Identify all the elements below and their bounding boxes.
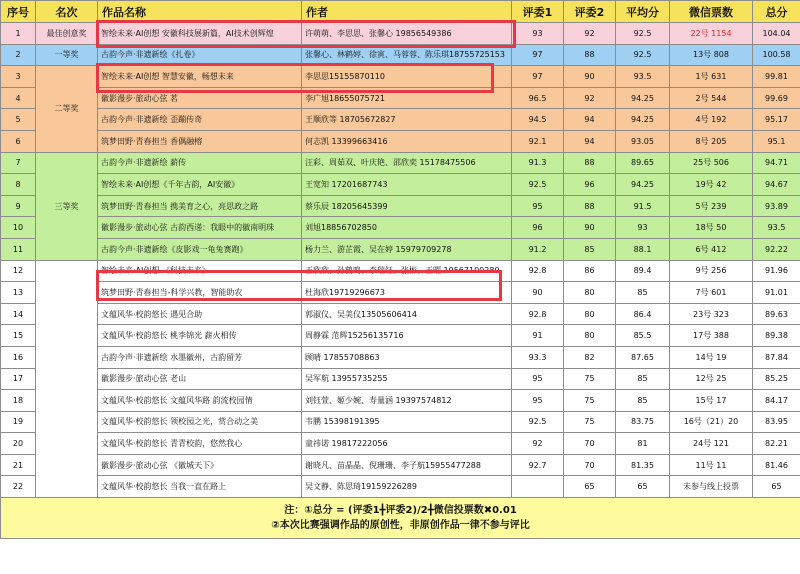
cell-no: 1 xyxy=(1,23,36,45)
cell-judge2: 75 xyxy=(564,411,616,433)
cell-judge2: 90 xyxy=(564,217,616,239)
cell-judge2: 88 xyxy=(564,152,616,174)
cell-author: 王宽知 17201687743 xyxy=(302,174,512,196)
cell-no: 6 xyxy=(1,130,36,152)
cell-no: 14 xyxy=(1,303,36,325)
cell-judge2: 80 xyxy=(564,282,616,304)
cell-title: 文蕴风华·校韵悠长 桃李锦光 薪火相传 xyxy=(98,325,302,347)
cell-votes: 18号 50 xyxy=(670,217,753,239)
cell-judge2: 80 xyxy=(564,325,616,347)
cell-total: 83.95 xyxy=(753,411,800,433)
table-row xyxy=(1,433,800,455)
cell-total: 89.63 xyxy=(753,303,800,325)
cell-judge1: 91.3 xyxy=(512,152,564,174)
cell-judge2: 88 xyxy=(564,44,616,66)
cell-judge2: 86 xyxy=(564,260,616,282)
cell-votes: 6号 412 xyxy=(670,238,753,260)
cell-average: 85.5 xyxy=(616,325,670,347)
cell-total: 92.22 xyxy=(753,238,800,260)
cell-author: 吴文静、陈思琦19159226289 xyxy=(302,476,512,498)
cell-author: 张馨心、林鹤婷、徐寅、马蓉蓉、陈乐琪18755725153 xyxy=(302,44,512,66)
cell-average: 92.5 xyxy=(616,44,670,66)
cell-title: 智绘未来·AI创想《千年古韵，AI安徽》 xyxy=(98,174,302,196)
cell-total: 95.1 xyxy=(753,130,800,152)
cell-average: 86.4 xyxy=(616,303,670,325)
cell-average: 93.5 xyxy=(616,66,670,88)
cell-title: 徽影漫步·旅动心弦 《徽城天下》 xyxy=(98,454,302,476)
cell-votes: 8号 205 xyxy=(670,130,753,152)
cell-judge2: 82 xyxy=(564,346,616,368)
cell-total: 99.81 xyxy=(753,66,800,88)
header-no: 序号 xyxy=(1,1,36,23)
table-row xyxy=(1,217,800,239)
cell-no: 15 xyxy=(1,325,36,347)
cell-votes: 11号 11 xyxy=(670,454,753,476)
cell-no: 5 xyxy=(1,109,36,131)
cell-title: 徽影漫步·旅动心弦 老山 xyxy=(98,368,302,390)
table-row xyxy=(1,390,800,412)
cell-judge2: 65 xyxy=(564,476,616,498)
cell-judge2: 96 xyxy=(564,174,616,196)
cell-total: 87.84 xyxy=(753,346,800,368)
cell-votes: 2号 544 xyxy=(670,87,753,109)
cell-votes: 14号 19 xyxy=(670,346,753,368)
table-row xyxy=(1,368,800,390)
cell-no: 8 xyxy=(1,174,36,196)
cell-title: 古韵今声·非遗新绘《皮影戏一龟兔赛跑》 xyxy=(98,238,302,260)
cell-author: 王顺欣等 18705672827 xyxy=(302,109,512,131)
cell-judge1: 92.5 xyxy=(512,174,564,196)
cell-votes: 22号 1154 xyxy=(670,23,753,45)
cell-judge1: 95 xyxy=(512,195,564,217)
cell-votes: 23号 323 xyxy=(670,303,753,325)
cell-total: 99.69 xyxy=(753,87,800,109)
header-rank: 名次 xyxy=(36,1,98,23)
cell-judge2: 90 xyxy=(564,66,616,88)
cell-total: 89.38 xyxy=(753,325,800,347)
cell-rank: 最佳创意奖 xyxy=(36,23,98,45)
table-row xyxy=(1,109,800,131)
cell-title: 文蕴风华·校韵悠长 文蕴风华路 韵流校园情 xyxy=(98,390,302,412)
table-row xyxy=(1,260,800,282)
header-judge1: 评委1 xyxy=(512,1,564,23)
cell-judge1: 92.1 xyxy=(512,130,564,152)
cell-title: 智绘未来·AI创想 《科技未来》 xyxy=(98,260,302,282)
note-originality: ②本次比赛强调作品的原创性，非原创作品一律不参与评比 xyxy=(271,520,530,532)
cell-author: 李思思15155870110 xyxy=(302,66,512,88)
cell-judge1: 92.8 xyxy=(512,260,564,282)
cell-author: 韦鹏 15398191395 xyxy=(302,411,512,433)
table-row xyxy=(1,346,800,368)
cell-votes: 4号 192 xyxy=(670,109,753,131)
cell-judge1: 95 xyxy=(512,368,564,390)
cell-author: 郭淑仪、吴美仪13505606414 xyxy=(302,303,512,325)
cell-title: 筑梦田野·青春担当 香偶融榕 xyxy=(98,130,302,152)
cell-judge1: 90 xyxy=(512,282,564,304)
cell-average: 89.65 xyxy=(616,152,670,174)
header-votes: 微信票数 xyxy=(670,1,753,23)
cell-judge1: 93.3 xyxy=(512,346,564,368)
cell-judge2: 70 xyxy=(564,433,616,455)
cell-author: 谢晓凡、苗晶晶、倪珊珊、李子航15955477288 xyxy=(302,454,512,476)
table-row xyxy=(1,130,800,152)
cell-no: 3 xyxy=(1,66,36,88)
cell-author: 蔡乐辰 18205645399 xyxy=(302,195,512,217)
cell-average: 93.05 xyxy=(616,130,670,152)
cell-judge2: 75 xyxy=(564,390,616,412)
cell-judge1: 92.8 xyxy=(512,303,564,325)
cell-judge2: 70 xyxy=(564,454,616,476)
cell-votes: 24号 121 xyxy=(670,433,753,455)
cell-no: 10 xyxy=(1,217,36,239)
header-author: 作者 xyxy=(302,1,512,23)
cell-total: 85.25 xyxy=(753,368,800,390)
cell-no: 11 xyxy=(1,238,36,260)
cell-title: 筑梦田野·青春担当 携美育之心，亮思政之路 xyxy=(98,195,302,217)
notes-row xyxy=(1,498,800,539)
cell-average: 89.4 xyxy=(616,260,670,282)
table-row xyxy=(1,44,800,66)
cell-author: 童祎诺 19817222056 xyxy=(302,433,512,455)
cell-judge2: 92 xyxy=(564,87,616,109)
cell-judge1: 96.5 xyxy=(512,87,564,109)
table-row xyxy=(1,411,800,433)
cell-votes: 1号 631 xyxy=(670,66,753,88)
table-row xyxy=(1,303,800,325)
cell-judge1: 92.5 xyxy=(512,411,564,433)
cell-no: 21 xyxy=(1,454,36,476)
cell-total: 93.89 xyxy=(753,195,800,217)
table-row xyxy=(1,174,800,196)
cell-average: 94.25 xyxy=(616,174,670,196)
cell-votes: 未参与线上投票 xyxy=(670,476,753,498)
cell-total: 100.58 xyxy=(753,44,800,66)
table-row xyxy=(1,23,800,45)
cell-judge2: 85 xyxy=(564,238,616,260)
cell-judge1: 91.2 xyxy=(512,238,564,260)
cell-title: 文蕴风华·校韵悠长 青青校韵，悠然我心 xyxy=(98,433,302,455)
cell-total: 104.04 xyxy=(753,23,800,45)
cell-author: 许萌萌、李思思、张馨心 19856549386 xyxy=(302,23,512,45)
cell-author: 汪彩、周茹双、叶庆艳、邵欣奕 15178475506 xyxy=(302,152,512,174)
cell-no: 12 xyxy=(1,260,36,282)
cell-author: 杜海欣19719296673 xyxy=(302,282,512,304)
cell-title: 古韵今声·非遗新绘《扎卷》 xyxy=(98,44,302,66)
cell-average: 91.5 xyxy=(616,195,670,217)
header-total: 总分 xyxy=(753,1,800,23)
cell-votes: 25号 506 xyxy=(670,152,753,174)
cell-votes: 17号 388 xyxy=(670,325,753,347)
cell-author: 李广旭18655075721 xyxy=(302,87,512,109)
cell-total: 81.46 xyxy=(753,454,800,476)
cell-judge1: 92.7 xyxy=(512,454,564,476)
header-judge2: 评委2 xyxy=(564,1,616,23)
cell-no: 17 xyxy=(1,368,36,390)
cell-title: 文蕴风华·校韵悠长 领校园之光，赏合动之美 xyxy=(98,411,302,433)
cell-judge1: 96 xyxy=(512,217,564,239)
cell-judge1: 97 xyxy=(512,66,564,88)
cell-judge2: 88 xyxy=(564,195,616,217)
cell-title: 文蕴风华·校韵悠长 当我一直在路上 xyxy=(98,476,302,498)
table-row xyxy=(1,87,800,109)
table-row xyxy=(1,66,800,88)
cell-no: 19 xyxy=(1,411,36,433)
table-row xyxy=(1,454,800,476)
table-row xyxy=(1,195,800,217)
cell-title: 徽影漫步·旅动心弦 茗 xyxy=(98,87,302,109)
cell-title: 古韵今声·非遗新绘 歪蹦传奇 xyxy=(98,109,302,131)
cell-average: 81 xyxy=(616,433,670,455)
cell-judge1: 97 xyxy=(512,44,564,66)
table-row xyxy=(1,476,800,498)
cell-judge2: 80 xyxy=(564,303,616,325)
cell-author: 周静霖 范辉15256135716 xyxy=(302,325,512,347)
cell-rank: 三等奖 xyxy=(36,152,98,260)
notes-cell xyxy=(1,498,800,539)
cell-no: 18 xyxy=(1,390,36,412)
cell-no: 7 xyxy=(1,152,36,174)
cell-votes: 13号 808 xyxy=(670,44,753,66)
cell-average: 92.5 xyxy=(616,23,670,45)
cell-title: 古韵今声·非遗新绘 水墨徽州，古韵留芳 xyxy=(98,346,302,368)
cell-total: 94.67 xyxy=(753,174,800,196)
table-row xyxy=(1,325,800,347)
cell-votes: 9号 256 xyxy=(670,260,753,282)
cell-title: 文蕴风华·校韵悠长 遇见合助 xyxy=(98,303,302,325)
cell-author: 何志凯 13399663416 xyxy=(302,130,512,152)
cell-title: 徽影漫步·旅动心弦 古韵西递：我眼中的徽南明珠 xyxy=(98,217,302,239)
cell-judge2: 75 xyxy=(564,368,616,390)
table-row xyxy=(1,152,800,174)
cell-judge1: 93 xyxy=(512,23,564,45)
cell-average: 87.65 xyxy=(616,346,670,368)
cell-average: 94.25 xyxy=(616,87,670,109)
cell-no: 13 xyxy=(1,282,36,304)
cell-no: 20 xyxy=(1,433,36,455)
cell-average: 85 xyxy=(616,368,670,390)
cell-judge1 xyxy=(512,476,564,498)
cell-author: 王欣欣、孙鹤鸣、李瑞钰、张彬、王曜 19567100289 xyxy=(302,260,512,282)
cell-total: 93.5 xyxy=(753,217,800,239)
cell-total: 94.71 xyxy=(753,152,800,174)
cell-total: 91.96 xyxy=(753,260,800,282)
cell-total: 82.21 xyxy=(753,433,800,455)
cell-no: 4 xyxy=(1,87,36,109)
cell-title: 智绘未来·AI创想 安徽科技展新篇，AI技术创辉煌 xyxy=(98,23,302,45)
header-row xyxy=(1,1,800,23)
cell-average: 88.1 xyxy=(616,238,670,260)
cell-votes: 12号 25 xyxy=(670,368,753,390)
cell-average: 83.75 xyxy=(616,411,670,433)
cell-author: 刘钰萱、姬少婉、寿量涵 19397574812 xyxy=(302,390,512,412)
note-formula: 注：①总分 = (评委1╋评委2)/2╋微信投票数✖0.01 xyxy=(284,505,517,517)
table-row xyxy=(1,238,800,260)
cell-judge1: 91 xyxy=(512,325,564,347)
cell-rank: 一等奖 xyxy=(36,44,98,66)
cell-title: 智绘未来·AI创想 智慧安徽，畅想未来 xyxy=(98,66,302,88)
cell-no: 9 xyxy=(1,195,36,217)
cell-total: 65 xyxy=(753,476,800,498)
cell-judge1: 95 xyxy=(512,390,564,412)
cell-judge1: 92 xyxy=(512,433,564,455)
cell-author: 顾晴 17855708863 xyxy=(302,346,512,368)
cell-author: 吴军航 13955735255 xyxy=(302,368,512,390)
header-title: 作品名称 xyxy=(98,1,302,23)
cell-judge1: 94.5 xyxy=(512,109,564,131)
cell-rank xyxy=(36,260,98,498)
cell-author: 杨力兰、游芷霞、吴在婷 15979709278 xyxy=(302,238,512,260)
cell-rank: 二等奖 xyxy=(36,66,98,152)
cell-no: 22 xyxy=(1,476,36,498)
cell-votes: 15号 17 xyxy=(670,390,753,412)
header-average: 平均分 xyxy=(616,1,670,23)
cell-average: 94.25 xyxy=(616,109,670,131)
cell-total: 84.17 xyxy=(753,390,800,412)
cell-judge2: 92 xyxy=(564,23,616,45)
cell-total: 95.17 xyxy=(753,109,800,131)
cell-title: 筑梦田野·青春担当-科学兴教，智能助农 xyxy=(98,282,302,304)
cell-average: 85 xyxy=(616,282,670,304)
cell-votes: 7号 601 xyxy=(670,282,753,304)
cell-judge2: 94 xyxy=(564,109,616,131)
cell-average: 93 xyxy=(616,217,670,239)
cell-author: 刘旭18856702850 xyxy=(302,217,512,239)
cell-total: 91.01 xyxy=(753,282,800,304)
cell-votes: 5号 239 xyxy=(670,195,753,217)
cell-average: 85 xyxy=(616,390,670,412)
cell-average: 65 xyxy=(616,476,670,498)
cell-votes: 16号（21）20 xyxy=(670,411,753,433)
cell-votes: 19号 42 xyxy=(670,174,753,196)
table-row xyxy=(1,282,800,304)
cell-average: 81.35 xyxy=(616,454,670,476)
cell-judge2: 94 xyxy=(564,130,616,152)
cell-no: 2 xyxy=(1,44,36,66)
cell-no: 16 xyxy=(1,346,36,368)
cell-title: 古韵今声·非遗新绘 薪传 xyxy=(98,152,302,174)
